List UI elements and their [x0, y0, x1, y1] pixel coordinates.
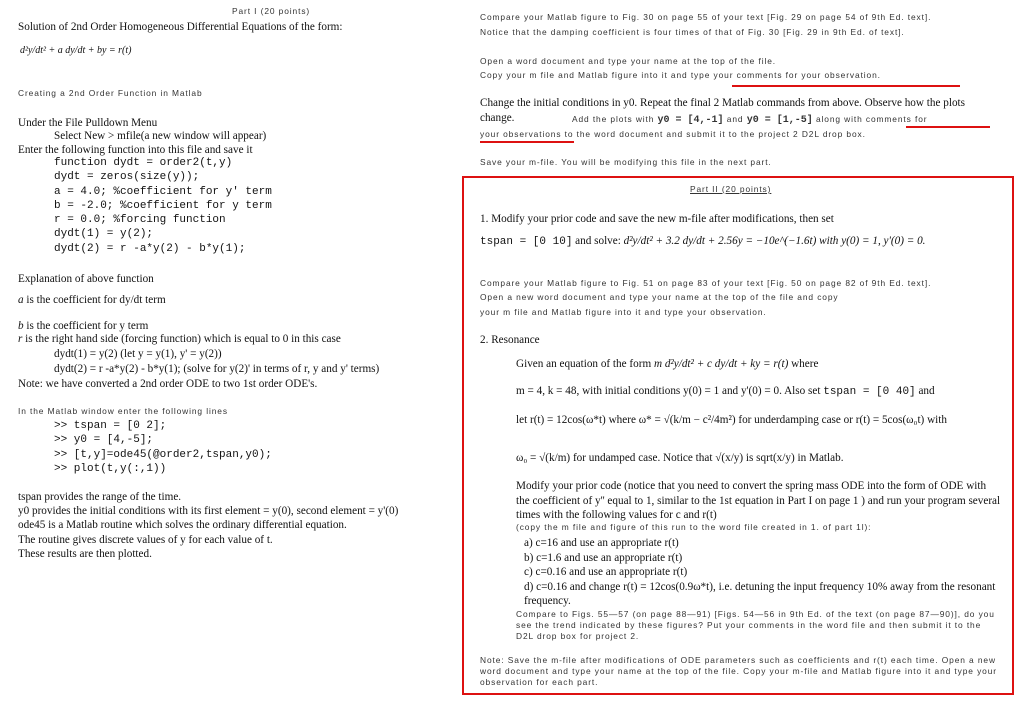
code-line: >> [t,y]=ode45(@order2,tspan,y0); [54, 448, 272, 461]
tspan-text: tspan provides the range of the time. [18, 491, 182, 503]
add-plots-text: Add the plots with y0 = [4,-1] and y0 = [1,-5] along with comments for [572, 114, 928, 126]
explanation-r: r is the right hand side (forcing function) which is equal to 0 in this case [18, 333, 341, 345]
open-word-text: Open a word document and type your name at the top of the file. [480, 56, 777, 66]
code-line: r = 0.0; %forcing function [54, 214, 226, 227]
code-line: b = -2.0; %coefficient for y term [54, 199, 272, 212]
dydt1-text: dydt(1) = y(2) (let y = y(1), y' = y(2)) [54, 348, 222, 360]
note-2-text: Note: Save the m-file after modifications of ODE parameters such as coefficients and r(t) each time. Open a new word document and type your name at the top of the file. Copy your m-file and Matlab figure into it and type your observation for each part. [480, 655, 997, 687]
given-text: Given an equation of the form m d²y/dt² + c dy/dt + ky = r(t) where [516, 358, 819, 370]
code-line: function dydt = order2(t,y) [54, 157, 233, 169]
list-item: b) c=1.6 and use an appropriate r(t) [524, 551, 683, 564]
routine-text: The routine gives discrete values of y for each value of t. [18, 534, 273, 546]
red-underline [732, 85, 960, 87]
omega0-text: ω₀ = √(k/m) for undamped case. Notice that √(x/y) is sqrt(x/y) in Matlab. [516, 452, 844, 464]
modify-1-text: 1. Modify your prior code and save the new m-file after modifications, then set [480, 213, 834, 225]
explanation-a: a is the coefficient for dy/dt term [18, 294, 166, 306]
list-item: c) c=0.16 and use an appropriate r(t) [524, 566, 688, 579]
copy-mfile-text: Copy your m file and Matlab figure into it and type your comments for your observation. [480, 70, 881, 80]
enter-func-text: Enter the following function into this file and save it [18, 144, 253, 156]
part1-title: Part I (20 points) [232, 6, 311, 16]
ode45-text: ode45 is a Matlab routine which solves the ordinary differential equation. [18, 519, 347, 531]
part2-equation-line: tspan = [0 10] and solve: d²y/dt² + 3.2 dy/dt + 2.56y = −10e^(−1.6t) with y(0) = 1, y'(0) = 0. [480, 235, 926, 248]
explanation-heading: Explanation of above function [18, 273, 154, 285]
part2-title: Part II (20 points) [690, 184, 772, 194]
resonance-items [524, 536, 1002, 609]
resonance-heading: 2. Resonance [480, 334, 540, 346]
copy-note-text: (copy the m file and figure of this run to the word file created in 1. of part 1l): [516, 522, 872, 532]
explanation-b: b is the coefficient for y term [18, 320, 149, 332]
code-line: >> y0 = [4,-5]; [54, 434, 154, 447]
list-item: d) c=0.16 and change r(t) = 12cos(0.9ω*t), i.e. detuning the input frequency 10% away from the resonant frequency. [524, 580, 996, 608]
code-line: >> plot(t,y(:,1)) [54, 462, 167, 475]
compare-2-text: Compare your Matlab figure to Fig. 51 on page 83 of your text [Fig. 50 on page 82 of 9th Ed. text]. [480, 278, 932, 288]
m-k-text: m = 4, k = 48, with initial conditions y(0) = 1 and y'(0) = 0. Also set tspan = [0 40] and [516, 385, 935, 398]
matlab-window-text: In the Matlab window enter the following lines [18, 406, 228, 416]
y0-text: y0 provides the initial conditions with its first element = y(0), second element = y'(0) [18, 505, 399, 517]
red-underline [480, 141, 574, 143]
select-new-text: Select New > mfile(a new window will appear) [54, 130, 267, 142]
code-line: >> tspan = [0 2]; [54, 420, 167, 432]
main-equation: d²y/dt² + a dy/dt + by = r(t) [20, 45, 132, 56]
save-mfile-text: Save your m-file. You will be modifying this file in the next part. [480, 157, 772, 167]
change-ic-text: Change the initial conditions in y0. Repeat the final 2 Matlab commands from above. Observe how the plots change. [480, 97, 965, 124]
modify-2-text: Modify your prior code (notice that you need to convert the spring mass ODE into the form of ODE with the coefficient of y'' equal to 1, similar to the 1st equation in Part I on page 1 ) and run your program several times with the following values for c and r(t) [516, 480, 1001, 522]
code-line: a = 4.0; %coefficient for y' term [54, 185, 272, 198]
creating-heading: Creating a 2nd Order Function in Matlab [18, 88, 203, 98]
compare-3-text: Compare to Figs. 55—57 (on page 88—91) [Figs. 54—56 in 9th Ed. of the text (on page 87—90)], do you see the trend indicated by these figures? Put your comments in the word file and then submit it to the D2L drop box for project 2. [516, 609, 995, 641]
code-line: dydt(2) = r -a*y(2) - b*y(1); [54, 242, 246, 255]
red-underline [906, 126, 990, 128]
matlab-commands-block [54, 419, 272, 476]
code-line: dydt(1) = y(2); [54, 228, 154, 241]
list-item: a) c=16 and use an appropriate r(t) [524, 537, 679, 549]
code-line: dydt = zeros(size(y)); [54, 171, 200, 184]
compare-line-1: Compare your Matlab figure to Fig. 30 on page 55 of your text [Fig. 29 on page 54 of 9th Ed. text]. [480, 12, 932, 22]
note-text: Note: we have converted a 2nd order ODE to two 1st order ODE's. [18, 378, 318, 390]
let-r-text: let r(t) = 12cos(ω*t) where ω* = √(k/m − c²/4m²) for underdamping case or r(t) = 5cos(ω₀t) with [516, 414, 947, 426]
function-code-block [54, 156, 272, 256]
solution-heading: Solution of 2nd Order Homogeneous Differential Equations of the form: [18, 21, 343, 33]
file-menu-text: Under the File Pulldown Menu [18, 117, 158, 129]
notice-line: Notice that the damping coefficient is four times of that of Fig. 30 [Fig. 29 in 9th Ed. of text]. [480, 27, 905, 37]
copy-2-text: your m file and Matlab figure into it and type your observation. [480, 307, 767, 317]
your-obs-text: your observations to the word document and submit it to the project 2 D2L drop box. [480, 129, 866, 139]
plotted-text: These results are then plotted. [18, 548, 152, 560]
dydt2-text: dydt(2) = r -a*y(2) - b*y(1); (solve for y(2)' in terms of r, y and y' terms) [54, 363, 380, 375]
open-2-text: Open a new word document and type your name at the top of the file and copy [480, 292, 839, 302]
